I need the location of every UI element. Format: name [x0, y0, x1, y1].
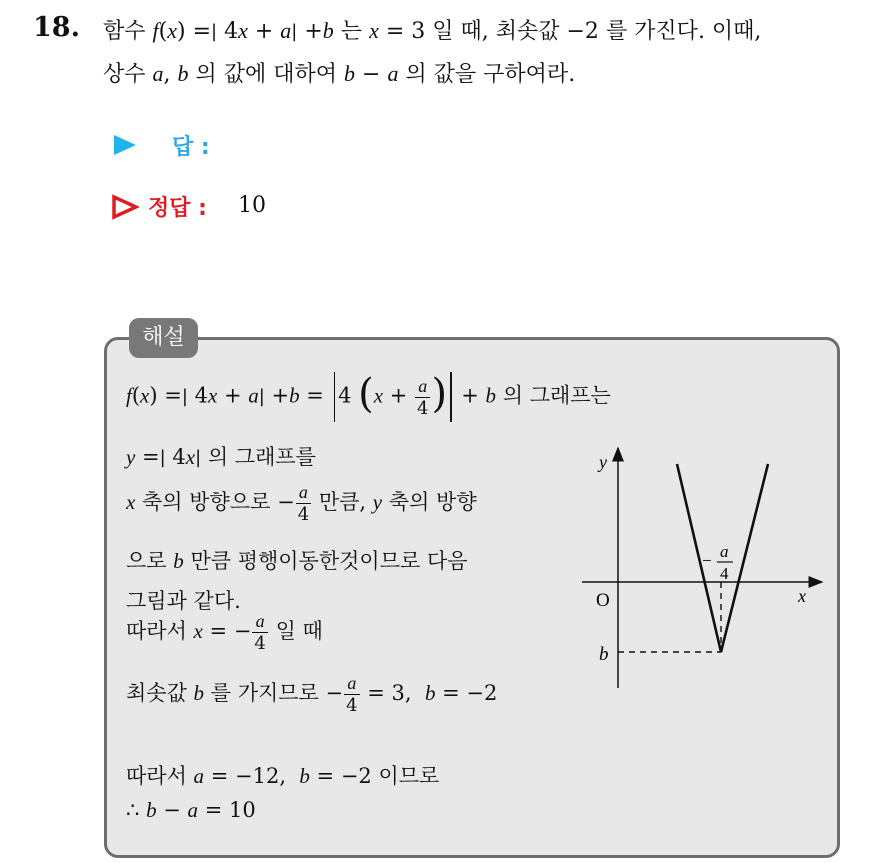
solution-tag: 해설 [129, 318, 198, 358]
correct-answer-arrow-icon [111, 194, 139, 224]
solution-line-3: x 축의 방향으로 − $\frac{a}{4}$ 만큼, y 축의 방향 [126, 482, 477, 525]
vertex-frac-num: a [720, 542, 729, 561]
v-graph [574, 440, 830, 690]
answer-label: 답 : [172, 135, 210, 160]
answer-arrow-icon [112, 133, 138, 161]
y-axis-label: y [599, 452, 607, 472]
question-number: 18. [33, 12, 80, 43]
correct-answer-label: 정답 : [148, 196, 207, 221]
solution-line-2: y =| 4x| 의 그래프를 [126, 445, 316, 469]
question-line-2: 상수 a, b 의 값에 대하여 b − a 의 값을 구하여라. [103, 61, 576, 87]
question-line-1: 함수 f(x) =| 4x + a| +b 는 x = 3 일 때, 최솟값 −2 를 가진다. 이때, [103, 18, 762, 44]
x-axis-label: x [798, 586, 806, 606]
origin-label: O [596, 590, 610, 611]
b-label: b [599, 644, 609, 665]
solution-line-4: 으로 b 만큼 평행이동한것이므로 다음 [126, 549, 468, 573]
solution-line-8: 따라서 a = −12, b = −2 이므로 [126, 764, 440, 788]
solution-line-6: 따라서 x = − $\frac{a}{4}$ 일 때 [126, 611, 323, 654]
vertex-sign: − [702, 551, 712, 570]
solution-line-1: f(x) =| 4x + a| +b = 4 (x + $\frac{a}{4}$ ) + b 의 그래프는 [126, 372, 611, 422]
solution-line-5: 그림과 같다. [126, 589, 241, 613]
correct-answer-value: 10 [238, 193, 266, 218]
solution-line-7: 최솟값 b 를 가지므로 − $\frac{a}{4}$ = 3, b = −2 [126, 673, 498, 716]
vertex-frac-den: 4 [720, 564, 729, 583]
solution-line-9: ∴ b − a = 10 [126, 798, 256, 822]
